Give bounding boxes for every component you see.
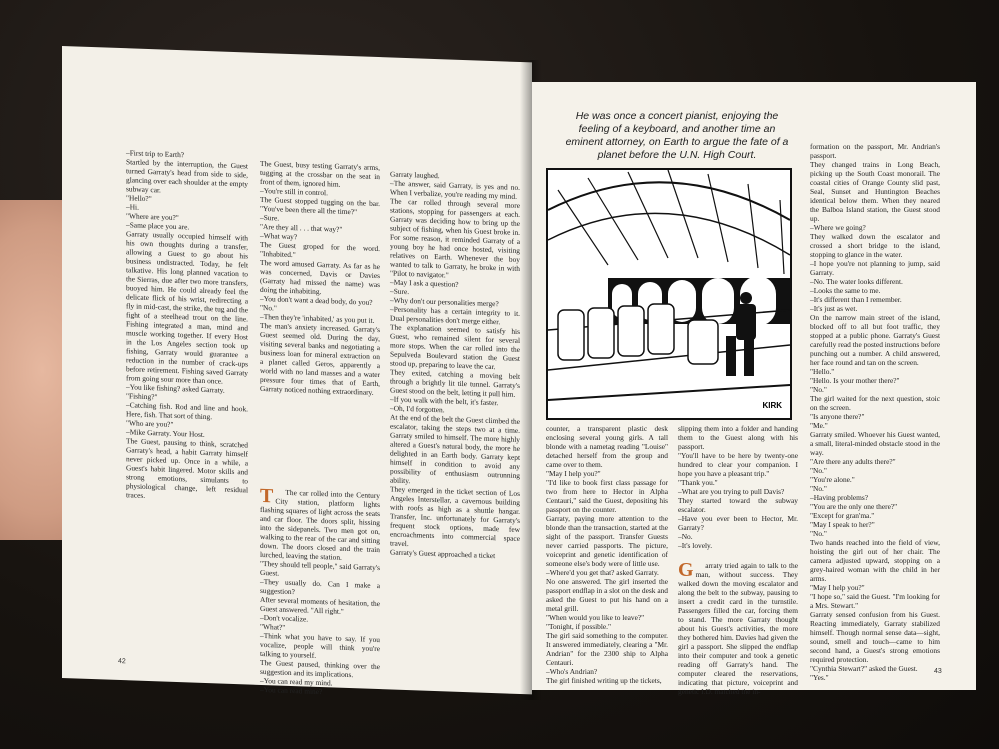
right-column-2-continued: G arraty tried again to talk to the man, without success. They walked down the moving escalator and along the belt to the subway, pausing to insert a credit card in the turnstile. Passengers filled the car, forcing them to stand. The more Garraty thought about his Guest's activities, the more they bothered him. Davies had given the girl a passport. She slipped the endflap into their computer and took a genetic reading off Garraty's hand. The computer cleared the reservations, indicating that picture, voiceprint and genetic I.D. matched the in- xyxy=(678,559,800,696)
left-column-1: –First trip to Earth? Startled by the interruption, the Guest turned Garraty's head from side to side, glancing over each shoulder at the empty subway car. "Hello?" –Hi. "Where are you?" –Same place you are. Garraty usually occupied himself with his own thoughts during a transfer, allowing a Guest to go about his business undistracted. Today, he felt talkative. His long planned vacation to the Sierras, due after two more transfers, buoyed him. He could already feel the delicate flick of his wrist, redirecting a fly in mid-cast, the strike, the tug and the fight of a steelhead trout on the line. Fishing integrated a man, mind and muscle working together. If every Host in the Los Angeles section took up fishing, Garraty would guarantee a reduction in the number of crack-ups before retirement. Fishing saved Garraty from going sour more than once. –You like fishing? asked Garraty. "Fishing?" –Catching fish. Rod and line and hook. Here, fish. That sort of thing. "Who are you?" –Mike Garraty. Your Host. The Guest, pausing to think, scratched Garraty's head, a habit Garraty himself never picked up. Once in a while, a Guest's habit lingered. Motor skills and strong emotions, simulants to physiological change, left residual traces. xyxy=(126,148,248,500)
right-column-1: counter, a transparent plastic desk enclosing several young girls. A tall blonde with a nametag reading "Louise" detached herself from the group and came over to them. "May I help you?" "I'd like to book first class passage for two from here to Hector in Alpha Centauri," said the Guest, depositing his passport on the counter. Garraty, paying more attention to the blonde than the transaction, started at the sight of the passport. Transfer Guests never carried passports. The picture, voiceprint and genetic identification of someone else's body were of little use. –Where'd you get that? asked Garraty. No one answered. The girl inserted the passport endflap in a slot on the desk and asked the Guest to put his hand on a metal grill. "When would you like to leave?" "Tonight, if possible." The girl said something to the computer. It answered immediately, clearing a "Mr. Andrian" for the 2300 ship to Alpha Centauri. –Who's Andrian? The girl finished writing up the tickets, xyxy=(546,424,668,685)
illustration-caption: He was once a concert pianist, enjoying the feeling of a keyboard, and another time an eminent attorney, on Earth to argue the fate of a planet before the U.N. High Court. xyxy=(565,110,789,161)
left-column-2-continued: T The car rolled into the Century City station, platform lights flashing squares of light across the seats and car floor. The doors split, hissing into the sidepanels. Two men got on, walking to the rear of the car and sitting down. The doors closed and the train lurched, leaving the station. "They should tell people," said Garraty's Guest. –They usually do. Can I make a suggestion? After several moments of hesitation, the Guest answered. "All right." –Don't vocalize. "What?" –Think what you have to say. If you vocalize, people will think you're talking to yourself. The Guest paused, thinking over the suggestion and its implications. –You can read my mind. –You can read mine? xyxy=(260,484,380,697)
right-column-3: formation on the passport, Mr. Andrian's passport. They changed trains in Long Beach, picking up the South Coast monorail. The coastal cities of Orange County slid past, Seal, Sunset and Huntington Beaches identical below them. When they neared the Balboa Island station, the Guest stood up. –Where we going? They walked down the escalator and crossed a short bridge to the island, stopping to glance in the water. –I hope you're not planning to jump, said Garraty. –No. The water looks different. –Looks the same to me. –It's different than I remember. –It's just as wet. On the narrow main street of the island, blocked off to all but foot traffic, they stopped at a public phone. Garraty's Guest carefully read the posted instructions before punching out a number. A child answered, her face round and tan on the screen. "Hello." "Hello. Is your mother there?" "No." The girl waited for the next question, stoic on the screen. "Is anyone there?" "Me." Garraty smiled. Whoever his Guest wanted, a small, literal-minded obstacle stood in the way. "Are there any adults there?" "No." "You're alone." "No." –Having problems? "You are the only one there?" "Except for gran'ma." "May I speak to her?" "No." Two hands reached into the field of view, hoisting the girl out of her chair. The camera adjusted upward, stopping on a grey-haired woman with the child in her arms. "May I help you?" "I hope so," said the Guest. "I'm looking for a Mrs. Stewart." Garraty sensed confusion from his Guest. Reacting immediately, Garraty stabilized himself. Though normal sense data—sight, sound, smell and touch—came to him second hand, a Guest's strong emotions required protection. "Cynthia Stewart?" asked the Guest. "Yes." xyxy=(810,142,940,682)
subway-illustration xyxy=(546,168,792,420)
page-number-left: 42 xyxy=(118,657,126,666)
left-column-3: Garraty laughed. –The answer, said Garraty, is yes and no. When I verbalize, you're reading my mind. The car rolled through several more stations, stopping for passengers at each. Garraty was deciding how to bring up the subject of fishing, when his Guest broke in. For some reason, it reminded Garraty of a young boy he had once hosted, visiting relatives on Earth. Whenever the boy wanted to talk to Garraty, he broke in with "Pilot to navigator." –May I ask a question? –Sure. –Why don't our personalities merge? –Personality has a certain integrity to it. Dual personalities don't merge either. The explanation seemed to satisfy his Guest, who remained silent for several more stops. When the car rolled into the Sepulveda Boulevard station the Guest stood up, preparing to leave the car. They exited, catching a moving belt through a brightly lit tile tunnel. Garraty's Guest stood on the belt, letting it pull him. –If you walk with the belt, it's faster. –Oh, I'd forgotten. At the end of the belt the Guest climbed the escalator, taking the steps two at a time. Garraty smiled to himself. The more highly altered a Guest's natural body, the more he delighted in an Earth body. Garraty kept himself in condition to avoid any possibility of enthusiasm outrunning ability. They emerged in the ticket section of Los Angeles Interstellar, a cavernous building with roofs as high as a shuttle hangar. Transfer, Inc. unfortunately for Garraty's frequent stock options, made few encroachments into commercial space travel. Garraty's Guest approached a ticket xyxy=(390,169,520,561)
right-column-2: slipping them into a folder and handing them to the Guest along with his passport. "You'll have to be here by twenty-one hundred to clear your companion. I hope you have a pleasant trip." "Thank you." –What are you trying to pull Davis? They started toward the subway escalator. –Have you ever been to Hector, Mr. Garraty? –No. –It's lovely. xyxy=(678,424,798,550)
artist-signature: KIRK xyxy=(762,401,782,410)
left-column-2: The Guest, busy testing Garraty's arms, tugging at the crossbar on the seat in front of them, ignored him. –You're still in control. The Guest stopped tugging on the bar. "You've been there all the time?" –Sure. "Are they all . . . that way?" –What way? The Guest groped for the word. "Inhabited." The word amused Garraty. As far as he was concerned, Davis or Davies (Garraty had missed the name) was doing the inhabiting. –You don't want a dead body, do you? "No." –Then they're 'inhabited,' as you put it. The man's anxiety increased. Garraty's Guest seemed old. During the day, visiting several banks and negotiating a business loan for mineral extraction on a planet called Geros, apparently a world with no land masses and a water pressure four times that of Earth, Garraty noticed nothing extraordinary. xyxy=(260,158,380,397)
drop-cap-g: G xyxy=(678,559,694,581)
right-page xyxy=(532,82,976,696)
left-page xyxy=(62,46,532,697)
page-number-right: 43 xyxy=(934,668,942,675)
drop-cap-t: T xyxy=(260,484,274,508)
